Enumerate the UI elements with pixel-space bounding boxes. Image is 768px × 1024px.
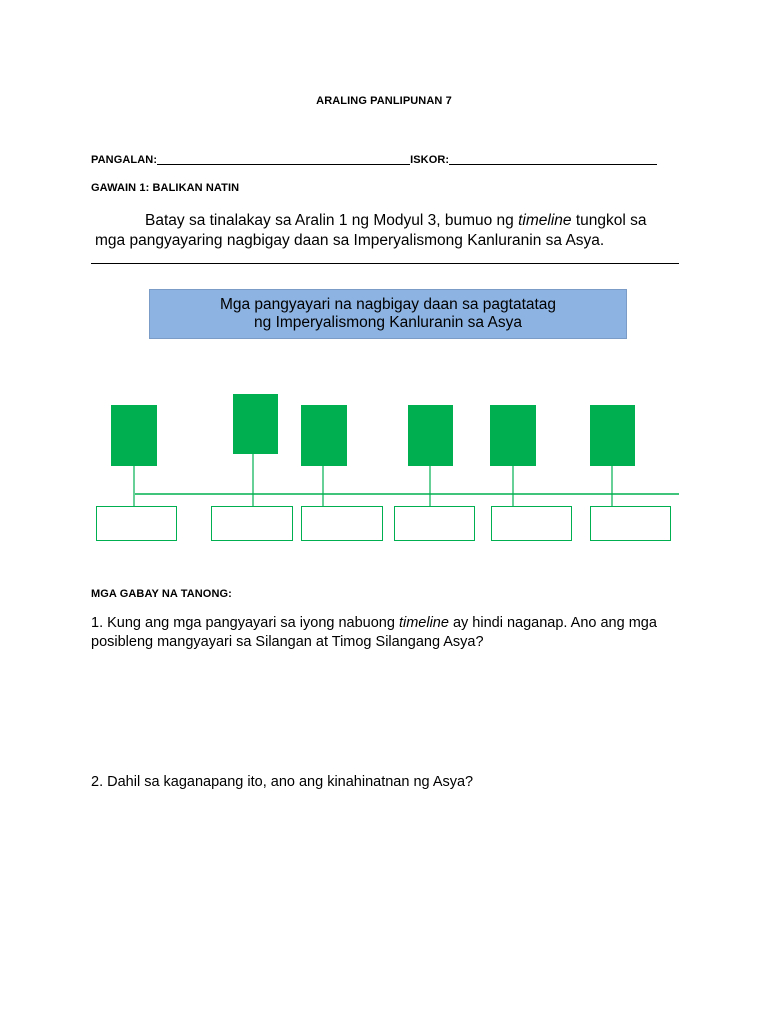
timeline-title-line-2: ng Imperyalismong Kanluranin sa Asya xyxy=(254,314,522,331)
question-1-text-1: 1. Kung ang mga pangyayari sa iyong nabuong xyxy=(91,615,399,631)
question-1 xyxy=(91,614,691,652)
timeline-event-box[interactable] xyxy=(408,405,453,466)
timeline-event-box[interactable] xyxy=(490,405,536,466)
guide-questions-heading: MGA GABAY NA TANONG: xyxy=(91,588,232,600)
name-score-line xyxy=(91,154,657,166)
timeline-title-box xyxy=(149,289,627,339)
question-1-text-2: ay hindi naganap. Ano ang mga posibleng mangyayari sa Silangan at Timog Silangang Asya? xyxy=(91,615,657,650)
timeline-event-box[interactable] xyxy=(590,405,635,466)
score-label: ISKOR: xyxy=(410,154,450,166)
activity-heading: GAWAIN 1: BALIKAN NATIN xyxy=(91,182,240,194)
timeline-answer-box[interactable] xyxy=(591,507,671,541)
timeline-title-line-1: Mga pangyayari na nagbigay daan sa pagtatatag xyxy=(219,296,557,313)
timeline-event-box[interactable] xyxy=(301,405,347,466)
instructions-italic: timeline xyxy=(518,212,572,229)
instructions-text-1: Batay sa tinalakay sa Aralin 1 ng Modyul 3, bumuo ng xyxy=(145,212,519,229)
timeline-diagram xyxy=(0,380,768,560)
question-1-italic: timeline xyxy=(398,615,449,631)
timeline-connectors xyxy=(134,454,612,507)
name-blank[interactable] xyxy=(157,164,410,165)
instructions-paragraph xyxy=(95,211,675,251)
timeline-answer-box[interactable] xyxy=(302,507,383,541)
name-label: PANGALAN: xyxy=(91,154,158,166)
timeline-answer-box[interactable] xyxy=(395,507,475,541)
timeline-answer-box[interactable] xyxy=(492,507,572,541)
timeline-event-box[interactable] xyxy=(111,405,157,466)
horizontal-rule xyxy=(91,263,679,264)
page-title: ARALING PANLIPUNAN 7 xyxy=(316,95,452,107)
instructions-text-2: tungkol sa mga pangyayaring nagbigay daan sa Imperyalismong Kanluranin sa Asya. xyxy=(95,212,647,249)
timeline-event-box[interactable] xyxy=(233,394,278,454)
question-2: 2. Dahil sa kaganapang ito, ano ang kinahinatnan ng Asya? xyxy=(91,774,474,790)
timeline-answer-box[interactable] xyxy=(212,507,293,541)
score-blank[interactable] xyxy=(449,164,657,165)
timeline-answer-box[interactable] xyxy=(97,507,177,541)
